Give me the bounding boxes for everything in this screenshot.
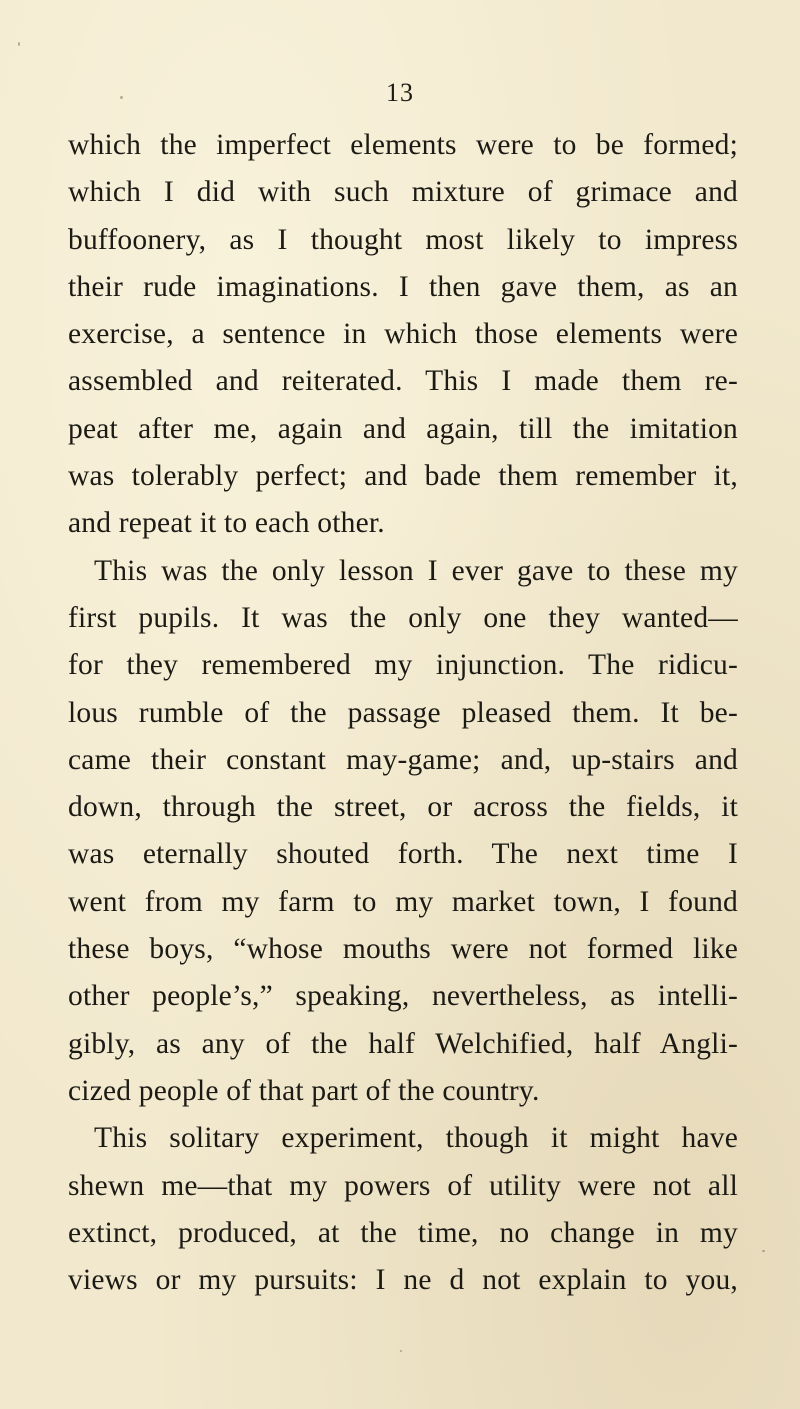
text-line: views or my pursuits: I ne d not explain to you, bbox=[68, 1264, 738, 1297]
text-line: exercise, a sentence in which those elements were bbox=[68, 318, 738, 351]
text-line: their rude imaginations. I then gave them, as an bbox=[68, 270, 738, 303]
text-line: was tolerably perfect; and bade them remember it, bbox=[68, 460, 738, 493]
text-line: first pupils. It was the only one they wanted— bbox=[68, 601, 738, 634]
text-line: shewn me—that my powers of utility were not all bbox=[68, 1169, 738, 1202]
text-line: which the imperfect elements were to be formed; bbox=[68, 129, 738, 161]
paper-speck bbox=[120, 96, 123, 99]
page-number: 13 bbox=[386, 78, 414, 107]
text-line: This solitary experiment, though it might have bbox=[94, 1122, 738, 1155]
text-line: This was the only lesson I ever gave to these my bbox=[94, 554, 738, 587]
body-text bbox=[68, 122, 738, 1304]
text-line: buffoonery, as I thought most likely to impress bbox=[68, 223, 738, 256]
text-line: was eternally shouted forth. The next time I bbox=[68, 838, 738, 871]
text-line: went from my farm to my market town, I found bbox=[68, 885, 738, 918]
text-line: cized people of that part of the country. bbox=[68, 1074, 540, 1107]
text-line: other people’s,” speaking, nevertheless, as intelli- bbox=[68, 980, 738, 1013]
text-line: for they remembered my injunction. The ridicu- bbox=[68, 649, 738, 682]
text-line: these boys, “whose mouths were not formed like bbox=[68, 933, 738, 966]
text-line: lous rumble of the passage pleased them. It be- bbox=[68, 696, 738, 729]
paper-speck bbox=[18, 42, 20, 46]
text-line: extinct, produced, at the time, no change in my bbox=[68, 1216, 738, 1249]
text-line: which I did with such mixture of grimace and bbox=[68, 176, 738, 209]
text-line: assembled and reiterated. This I made them re- bbox=[68, 365, 738, 398]
text-line: and repeat it to each other. bbox=[68, 507, 385, 540]
text-line: peat after me, again and again, till the imitation bbox=[68, 412, 738, 445]
text-line: gibly, as any of the half Welchified, half Angli- bbox=[68, 1027, 738, 1060]
text-line: down, through the street, or across the fields, it bbox=[68, 791, 738, 824]
paper-speck bbox=[400, 1350, 402, 1352]
text-line: came their constant may-game; and, up-stairs and bbox=[68, 743, 738, 776]
paper-speck bbox=[762, 1250, 765, 1252]
